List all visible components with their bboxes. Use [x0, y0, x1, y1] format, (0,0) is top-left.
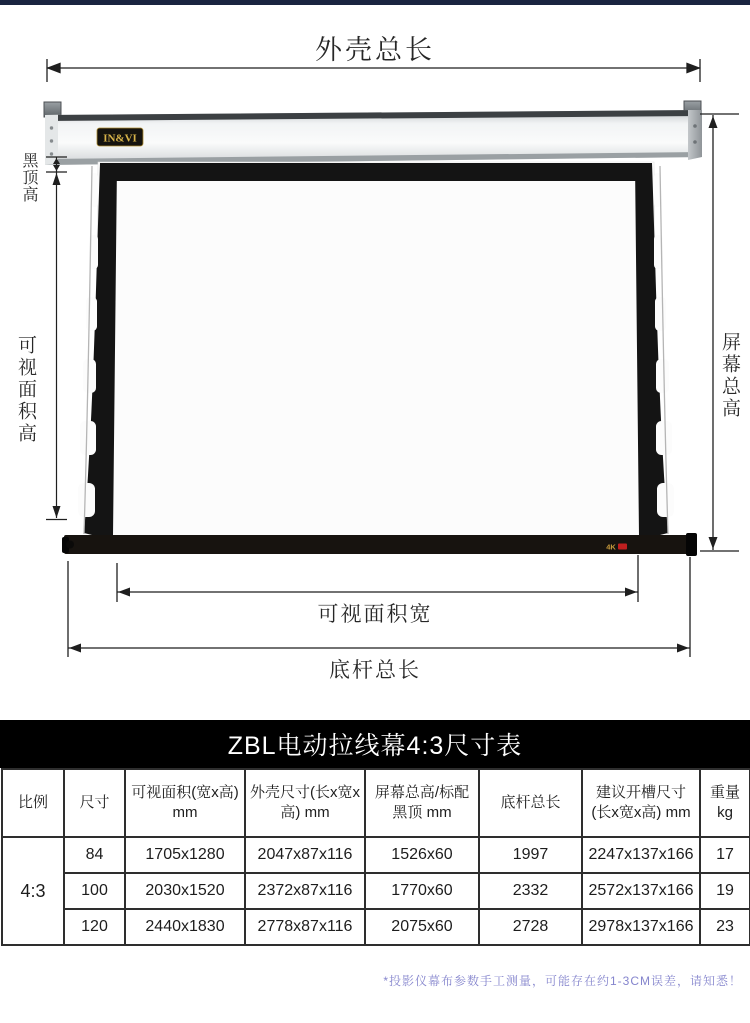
header-row — [2, 769, 750, 837]
dim-visible-height — [46, 172, 67, 520]
col-bottom-bar: 底杆总长 — [479, 769, 582, 837]
col-slot-size: 建议开槽尺寸 (长x宽x高) mm — [582, 769, 700, 837]
badge-red-icon — [618, 544, 627, 550]
casing-end-cap — [688, 110, 702, 160]
dim-visible-width — [117, 555, 638, 602]
table-title: ZBL电动拉线幕4:3尺寸表 — [227, 732, 523, 760]
label-casing-length: 外壳总长 — [315, 35, 435, 65]
badge-4k: 4K — [606, 542, 616, 552]
table-row: 4:3 84 1705x1280 2047x87x116 1526x60 1997 2247x137x166 17 — [2, 837, 750, 873]
label-black-top-height: 黑顶高 — [20, 152, 37, 203]
screen-dimension-diagram — [0, 5, 750, 720]
col-ratio: 比例 — [2, 769, 64, 837]
screen — [78, 162, 674, 537]
casing — [44, 101, 702, 165]
col-screen-height: 屏幕总高/标配黑顶 mm — [365, 769, 479, 837]
label-screen-total-height: 屏幕总高 — [719, 332, 740, 420]
brand-text: IN&VI — [103, 132, 137, 145]
table-row: 120 2440x1830 2778x87x116 2075x60 2728 2978x137x166 23 — [2, 909, 750, 945]
table-row: 100 2030x1520 2372x87x116 1770x60 2332 2572x137x166 19 — [2, 873, 750, 909]
col-weight: 重量kg — [700, 769, 750, 837]
ratio-cell: 4:3 — [2, 837, 64, 945]
mount-bracket-left — [44, 102, 61, 117]
bottom-bar — [62, 533, 697, 556]
label-visible-area-width: 可视面积宽 — [317, 603, 433, 626]
size-spec-table — [1, 768, 750, 946]
measurement-disclaimer: *投影仪幕布参数手工测量，可能存在约1-3CM误差，请知悉！ — [383, 974, 742, 988]
table-title-banner — [0, 720, 750, 768]
col-visible-area: 可视面积(宽x高) mm — [125, 769, 245, 837]
label-bottom-bar-length: 底杆总长 — [329, 659, 421, 682]
label-visible-area-height: 可视面积高 — [15, 335, 36, 445]
col-casing-size: 外壳尺寸(长x宽x高) mm — [245, 769, 365, 837]
col-size: 尺寸 — [64, 769, 125, 837]
brand-logo — [97, 128, 143, 146]
